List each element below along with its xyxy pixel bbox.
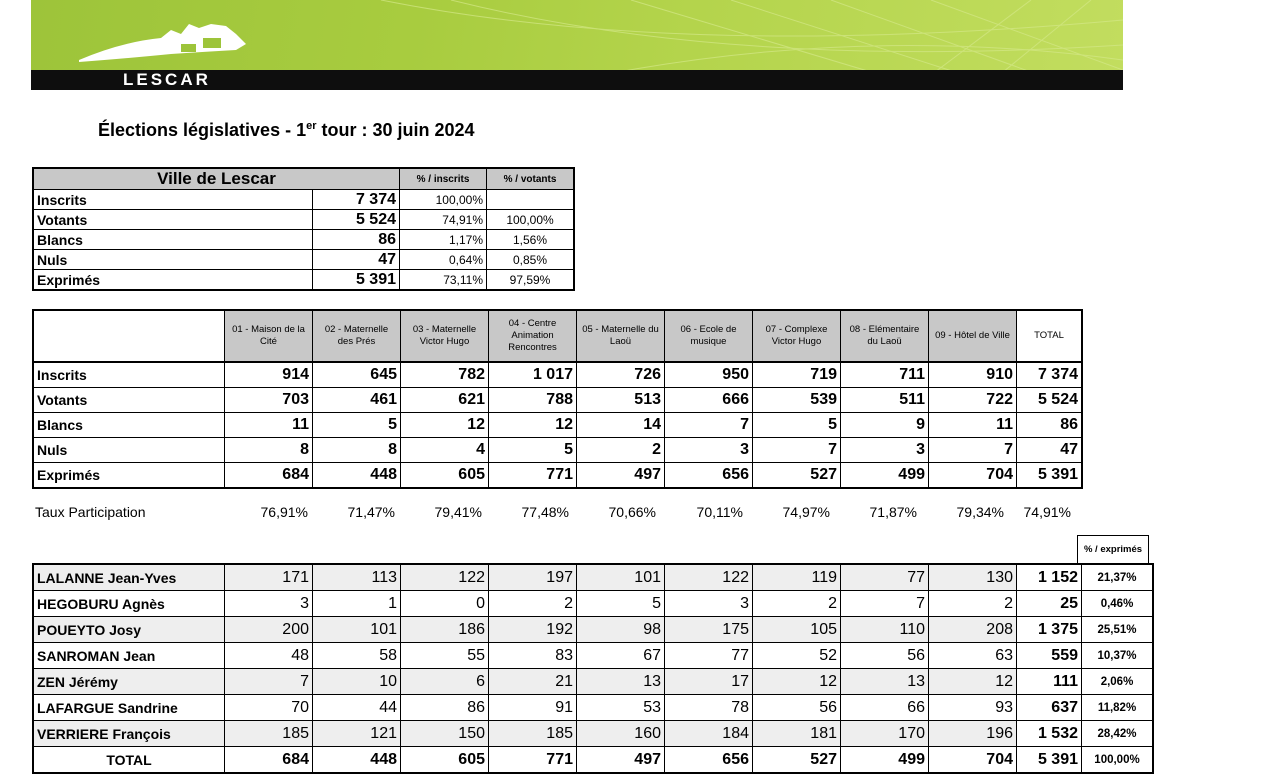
- bureau-cell: 645: [313, 362, 401, 388]
- bureau-total-cell: 86: [1017, 413, 1083, 438]
- candidate-total: 111: [1017, 669, 1082, 695]
- bureau-cell: 448: [313, 463, 401, 489]
- candidate-votes: 48: [225, 643, 313, 669]
- candidate-votes: 2: [489, 591, 577, 617]
- title-sup: er: [306, 120, 317, 132]
- bureau-header: 04 - Centre Animation Rencontres: [489, 310, 577, 362]
- summary-col-inscrits: % / inscrits: [400, 168, 487, 190]
- summary-pct-votants: 0,85%: [487, 250, 575, 270]
- candidate-votes: 499: [841, 747, 929, 774]
- bureau-cell: 684: [225, 463, 313, 489]
- candidate-votes: 56: [753, 695, 841, 721]
- summary-table: [32, 167, 575, 291]
- bureaux-corner: [33, 310, 225, 362]
- taux-value: 71,87%: [869, 504, 917, 520]
- candidate-row: [33, 564, 1153, 591]
- candidate-votes: 130: [929, 564, 1017, 591]
- candidate-votes: 196: [929, 721, 1017, 747]
- candidate-votes: 12: [929, 669, 1017, 695]
- candidate-row: [33, 617, 1153, 643]
- candidate-name: HEGOBURU Agnès: [33, 591, 225, 617]
- candidate-votes: 527: [753, 747, 841, 774]
- summary-row: [33, 190, 574, 210]
- brand-name: LESCAR: [123, 70, 211, 89]
- bureau-cell: 5: [489, 438, 577, 463]
- candidate-votes: 3: [665, 591, 753, 617]
- bureau-header: 03 - Maternelle Victor Hugo: [401, 310, 489, 362]
- candidate-votes: 70: [225, 695, 313, 721]
- candidate-votes: 101: [313, 617, 401, 643]
- title-rest: tour : 30 juin 2024: [316, 120, 475, 140]
- candidate-votes: 170: [841, 721, 929, 747]
- bureau-total-cell: 47: [1017, 438, 1083, 463]
- bureau-cell: 11: [929, 413, 1017, 438]
- candidate-row: [33, 591, 1153, 617]
- candidate-votes: 56: [841, 643, 929, 669]
- bureau-cell: 914: [225, 362, 313, 388]
- candidate-votes: 105: [753, 617, 841, 643]
- candidate-votes: 86: [401, 695, 489, 721]
- pct-exprimes-header: % / exprimés: [1077, 535, 1149, 565]
- taux-value: 79,41%: [434, 504, 482, 520]
- bureau-cell: 14: [577, 413, 665, 438]
- bureau-header: 06 - Ecole de musique: [665, 310, 753, 362]
- candidate-votes: 771: [489, 747, 577, 774]
- candidate-name: LALANNE Jean-Yves: [33, 564, 225, 591]
- taux-value: 77,48%: [521, 504, 569, 520]
- summary-header: Ville de Lescar: [33, 168, 400, 190]
- bureau-header: 02 - Maternelle des Prés: [313, 310, 401, 362]
- taux-value: 74,97%: [782, 504, 830, 520]
- taux-value: 70,11%: [696, 504, 743, 520]
- bureau-cell: 9: [841, 413, 929, 438]
- bureau-row-label: Blancs: [33, 413, 225, 438]
- candidate-pct: 11,82%: [1082, 695, 1154, 721]
- candidate-votes: 66: [841, 695, 929, 721]
- bureau-cell: 511: [841, 388, 929, 413]
- candidate-votes: 78: [665, 695, 753, 721]
- candidate-row: [33, 721, 1153, 747]
- bureau-cell: 3: [841, 438, 929, 463]
- candidate-votes: 175: [665, 617, 753, 643]
- candidate-votes: 110: [841, 617, 929, 643]
- bureau-row: [33, 438, 1082, 463]
- candidate-votes: 12: [753, 669, 841, 695]
- candidate-votes: 44: [313, 695, 401, 721]
- bureau-cell: 910: [929, 362, 1017, 388]
- summary-row: [33, 210, 574, 230]
- candidate-votes: 113: [313, 564, 401, 591]
- bureau-cell: 7: [665, 413, 753, 438]
- candidate-votes: 656: [665, 747, 753, 774]
- bureau-cell: 499: [841, 463, 929, 489]
- bureau-cell: 4: [401, 438, 489, 463]
- candidate-pct: 2,06%: [1082, 669, 1154, 695]
- candidate-votes: 1: [313, 591, 401, 617]
- candidate-votes: 93: [929, 695, 1017, 721]
- bureau-row-label: Nuls: [33, 438, 225, 463]
- bureau-row: [33, 463, 1082, 489]
- candidate-name: LAFARGUE Sandrine: [33, 695, 225, 721]
- candidate-total: 5 391: [1017, 747, 1082, 774]
- summary-value: 5 391: [313, 270, 400, 291]
- summary-pct-inscrits: 74,91%: [400, 210, 487, 230]
- bureau-cell: 711: [841, 362, 929, 388]
- bureau-row: [33, 362, 1082, 388]
- bureau-cell: 726: [577, 362, 665, 388]
- summary-pct-inscrits: 100,00%: [400, 190, 487, 210]
- candidate-name: SANROMAN Jean: [33, 643, 225, 669]
- candidate-votes: 3: [225, 591, 313, 617]
- candidate-pct: 10,37%: [1082, 643, 1154, 669]
- bureau-cell: 12: [489, 413, 577, 438]
- bureau-row-label: Exprimés: [33, 463, 225, 489]
- bureau-cell: 788: [489, 388, 577, 413]
- taux-value: 71,47%: [347, 504, 395, 520]
- summary-pct-votants: 1,56%: [487, 230, 575, 250]
- bureau-cell: 11: [225, 413, 313, 438]
- bureau-total-cell: 5 391: [1017, 463, 1083, 489]
- candidate-total: 559: [1017, 643, 1082, 669]
- summary-label: Exprimés: [33, 270, 313, 291]
- candidate-votes: 77: [841, 564, 929, 591]
- candidate-votes: 171: [225, 564, 313, 591]
- summary-value: 86: [313, 230, 400, 250]
- candidate-votes: 121: [313, 721, 401, 747]
- bureau-header: 08 - Elémentaire du Laoü: [841, 310, 929, 362]
- candidate-pct: 0,46%: [1082, 591, 1154, 617]
- candidate-votes: 5: [577, 591, 665, 617]
- bureau-header: 09 - Hôtel de Ville: [929, 310, 1017, 362]
- bureau-row-label: Votants: [33, 388, 225, 413]
- bureau-cell: 2: [577, 438, 665, 463]
- page-title: [98, 120, 475, 141]
- candidates-table: [32, 563, 1154, 774]
- summary-pct-votants: 100,00%: [487, 210, 575, 230]
- candidate-votes: 91: [489, 695, 577, 721]
- bureau-cell: 782: [401, 362, 489, 388]
- taux-value: 76,91%: [260, 504, 308, 520]
- candidate-votes: 7: [225, 669, 313, 695]
- candidate-votes: 197: [489, 564, 577, 591]
- candidate-total: 1 152: [1017, 564, 1082, 591]
- candidates-total-row: [33, 747, 1153, 774]
- candidate-votes: 52: [753, 643, 841, 669]
- summary-pct-votants: [487, 190, 575, 210]
- candidate-pct: 21,37%: [1082, 564, 1154, 591]
- candidate-votes: 21: [489, 669, 577, 695]
- bureau-total-cell: 5 524: [1017, 388, 1083, 413]
- bureau-cell: 7: [929, 438, 1017, 463]
- summary-pct-inscrits: 0,64%: [400, 250, 487, 270]
- bureau-cell: 719: [753, 362, 841, 388]
- candidate-total: 1 375: [1017, 617, 1082, 643]
- bureau-cell: 12: [401, 413, 489, 438]
- taux-label: Taux Participation: [35, 504, 146, 520]
- bureau-cell: 722: [929, 388, 1017, 413]
- candidate-votes: 2: [753, 591, 841, 617]
- candidate-votes: 185: [489, 721, 577, 747]
- candidate-votes: 55: [401, 643, 489, 669]
- candidate-votes: 448: [313, 747, 401, 774]
- candidate-votes: 10: [313, 669, 401, 695]
- candidate-votes: 53: [577, 695, 665, 721]
- bureau-cell: 527: [753, 463, 841, 489]
- summary-row: [33, 230, 574, 250]
- summary-label: Nuls: [33, 250, 313, 270]
- bureau-cell: 3: [665, 438, 753, 463]
- bureau-cell: 950: [665, 362, 753, 388]
- candidate-votes: 200: [225, 617, 313, 643]
- candidate-votes: 150: [401, 721, 489, 747]
- candidate-votes: 13: [841, 669, 929, 695]
- candidate-votes: 160: [577, 721, 665, 747]
- summary-row: [33, 270, 574, 291]
- summary-value: 5 524: [313, 210, 400, 230]
- summary-pct-inscrits: 1,17%: [400, 230, 487, 250]
- bureau-header: 05 - Maternelle du Laoü: [577, 310, 665, 362]
- bureau-header: 07 - Complexe Victor Hugo: [753, 310, 841, 362]
- candidate-votes: 186: [401, 617, 489, 643]
- bureau-cell: 621: [401, 388, 489, 413]
- candidate-votes: 605: [401, 747, 489, 774]
- candidate-votes: 704: [929, 747, 1017, 774]
- candidate-votes: 122: [401, 564, 489, 591]
- bureau-row: [33, 413, 1082, 438]
- candidate-votes: 184: [665, 721, 753, 747]
- candidate-total: 1 532: [1017, 721, 1082, 747]
- bureau-cell: 513: [577, 388, 665, 413]
- candidate-pct: 100,00%: [1082, 747, 1154, 774]
- bureau-cell: 771: [489, 463, 577, 489]
- bureau-row: [33, 388, 1082, 413]
- candidate-votes: 0: [401, 591, 489, 617]
- summary-pct-inscrits: 73,11%: [400, 270, 487, 291]
- candidate-votes: 497: [577, 747, 665, 774]
- bureau-cell: 7: [753, 438, 841, 463]
- bureau-cell: 8: [225, 438, 313, 463]
- candidate-row: [33, 695, 1153, 721]
- bureaux-table: [32, 309, 1083, 489]
- bureau-cell: 704: [929, 463, 1017, 489]
- bureau-total-cell: 7 374: [1017, 362, 1083, 388]
- bureau-cell: 703: [225, 388, 313, 413]
- summary-label: Blancs: [33, 230, 313, 250]
- bureau-cell: 5: [753, 413, 841, 438]
- candidate-votes: 119: [753, 564, 841, 591]
- summary-row: [33, 250, 574, 270]
- bureau-cell: 656: [665, 463, 753, 489]
- candidate-row: [33, 669, 1153, 695]
- candidate-votes: 13: [577, 669, 665, 695]
- candidate-votes: 67: [577, 643, 665, 669]
- title-main: Élections législatives - 1: [98, 120, 307, 140]
- candidate-row: [33, 643, 1153, 669]
- summary-value: 47: [313, 250, 400, 270]
- bureau-cell: 5: [313, 413, 401, 438]
- summary-label: Votants: [33, 210, 313, 230]
- candidate-name: TOTAL: [33, 747, 225, 774]
- taux-value: 79,34%: [956, 504, 1004, 520]
- candidate-votes: 17: [665, 669, 753, 695]
- header-banner: [31, 0, 1123, 90]
- bureau-header: 01 - Maison de la Cité: [225, 310, 313, 362]
- bureau-cell: 666: [665, 388, 753, 413]
- bureau-cell: 8: [313, 438, 401, 463]
- candidate-votes: 63: [929, 643, 1017, 669]
- candidate-votes: 122: [665, 564, 753, 591]
- candidate-votes: 181: [753, 721, 841, 747]
- bureau-cell: 539: [753, 388, 841, 413]
- candidate-votes: 6: [401, 669, 489, 695]
- bureau-row-label: Inscrits: [33, 362, 225, 388]
- summary-pct-votants: 97,59%: [487, 270, 575, 291]
- candidate-votes: 58: [313, 643, 401, 669]
- candidate-votes: 2: [929, 591, 1017, 617]
- candidate-votes: 192: [489, 617, 577, 643]
- candidate-votes: 77: [665, 643, 753, 669]
- lescar-logo: [79, 24, 246, 62]
- candidate-name: VERRIERE François: [33, 721, 225, 747]
- bureau-cell: 461: [313, 388, 401, 413]
- candidate-votes: 83: [489, 643, 577, 669]
- candidate-votes: 101: [577, 564, 665, 591]
- candidate-pct: 25,51%: [1082, 617, 1154, 643]
- candidate-votes: 7: [841, 591, 929, 617]
- candidate-name: ZEN Jérémy: [33, 669, 225, 695]
- taux-total: 74,91%: [1023, 504, 1071, 520]
- bureau-cell: 605: [401, 463, 489, 489]
- summary-value: 7 374: [313, 190, 400, 210]
- bureau-cell: 1 017: [489, 362, 577, 388]
- candidate-total: 637: [1017, 695, 1082, 721]
- bureau-total-header: TOTAL: [1017, 310, 1083, 362]
- summary-col-votants: % / votants: [487, 168, 575, 190]
- candidate-votes: 208: [929, 617, 1017, 643]
- taux-value: 70,66%: [608, 504, 656, 520]
- candidate-pct: 28,42%: [1082, 721, 1154, 747]
- summary-label: Inscrits: [33, 190, 313, 210]
- candidate-votes: 98: [577, 617, 665, 643]
- candidate-total: 25: [1017, 591, 1082, 617]
- bureau-cell: 497: [577, 463, 665, 489]
- candidate-name: POUEYTO Josy: [33, 617, 225, 643]
- candidate-votes: 185: [225, 721, 313, 747]
- candidate-votes: 684: [225, 747, 313, 774]
